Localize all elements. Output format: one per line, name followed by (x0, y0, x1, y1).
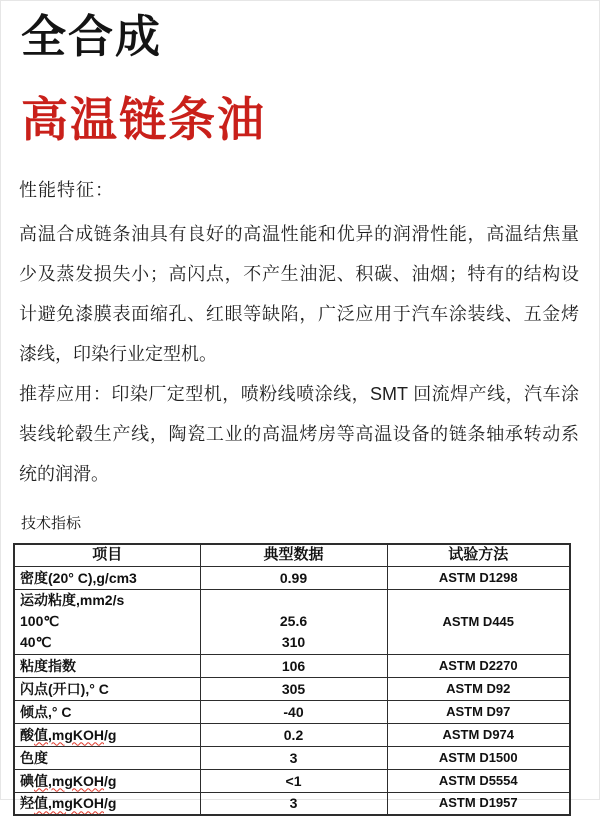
paragraph-line: 推荐应用：印染厂定型机，喷粉线喷涂线，SMT 回流焊产线，汽车涂 (19, 384, 579, 404)
item-cell (14, 589, 200, 654)
table-row-density (14, 566, 570, 589)
spec-table-label: 技术指标 (21, 515, 82, 532)
viscosity-label: 运动粘度,mm2/s (20, 591, 125, 608)
product-title-line2: 高温链条油 (21, 93, 266, 146)
body-text (19, 170, 579, 494)
method-cell: ASTM D445 (387, 589, 570, 654)
paragraph-line: 统的润滑。 (19, 464, 109, 484)
value-cell: 0.99 (200, 566, 387, 589)
item-text: 碘 (20, 772, 34, 789)
item-text: /g (104, 726, 117, 743)
item-text: /g (104, 795, 117, 812)
item-cell (14, 769, 200, 792)
paragraph-line: 漆线，印染行业定型机。 (19, 344, 217, 364)
paragraph-line: 少及蒸发损失小；高闪点，不产生油泥、积碳、油烟；特有的结构设 (19, 264, 579, 284)
paragraph-line: 装线轮毂生产线，陶瓷工业的高温烤房等高温设备的链条轴承转动系 (19, 424, 579, 444)
item-cell: 倾点,° C (14, 700, 200, 723)
performance-heading: 性能特征： (19, 180, 114, 200)
method-cell: ASTM D97 (387, 700, 570, 723)
value-cell: 3 (200, 746, 387, 769)
item-cell (14, 723, 200, 746)
value-cell: -40 (200, 700, 387, 723)
viscosity-value-100: 25.6 (279, 612, 308, 629)
table-row-iodine-value (14, 769, 570, 792)
spellcheck-underline: 值,mgKOH (34, 772, 104, 789)
spellcheck-underline: 值,mgKOH (34, 795, 104, 812)
viscosity-temp-100: 100℃ (20, 612, 60, 629)
column-header-item: 项目 (14, 544, 200, 566)
viscosity-value-40: 310 (281, 633, 306, 650)
item-cell (14, 792, 200, 815)
method-cell: ASTM D974 (387, 723, 570, 746)
item-text: 羟 (20, 795, 34, 812)
table-row-viscosity (14, 589, 570, 654)
method-cell: ASTM D2270 (387, 654, 570, 677)
spec-table (13, 543, 571, 816)
value-cell (200, 589, 387, 654)
product-title-line1: 全合成 (21, 11, 163, 62)
item-cell: 密度(20° C),g/cm3 (14, 566, 200, 589)
item-text: 酸 (20, 726, 34, 743)
paragraph-line: 计避免漆膜表面缩孔、红眼等缺陷，广泛应用于汽车涂装线、五金烤 (19, 304, 579, 324)
method-cell: ASTM D1957 (387, 792, 570, 815)
table-row-chroma (14, 746, 570, 769)
value-cell: 3 (200, 792, 387, 815)
method-cell: ASTM D5554 (387, 769, 570, 792)
value-cell: <1 (200, 769, 387, 792)
value-cell: 305 (200, 677, 387, 700)
method-cell: ASTM D92 (387, 677, 570, 700)
table-row-hydroxyl-value (14, 792, 570, 815)
value-cell: 0.2 (200, 723, 387, 746)
viscosity-temp-40: 40℃ (20, 633, 52, 650)
method-cell: ASTM D1298 (387, 566, 570, 589)
column-header-test-method: 试验方法 (387, 544, 570, 566)
table-row-viscosity-index (14, 654, 570, 677)
paragraph-line: 高温合成链条油具有良好的高温性能和优异的润滑性能，高温结焦量 (19, 224, 579, 244)
item-cell: 粘度指数 (14, 654, 200, 677)
table-header-row (14, 544, 570, 566)
spellcheck-underline: 值,mgKOH (34, 726, 104, 743)
table-row-acid-value (14, 723, 570, 746)
item-text: /g (104, 772, 117, 789)
item-cell: 闪点(开口),° C (14, 677, 200, 700)
table-row-pour-point (14, 700, 570, 723)
column-header-typical-data: 典型数据 (200, 544, 387, 566)
method-cell: ASTM D1500 (387, 746, 570, 769)
viscosity-value-blank (201, 590, 387, 611)
table-row-flash-point (14, 677, 570, 700)
value-cell: 106 (200, 654, 387, 677)
item-cell: 色度 (14, 746, 200, 769)
